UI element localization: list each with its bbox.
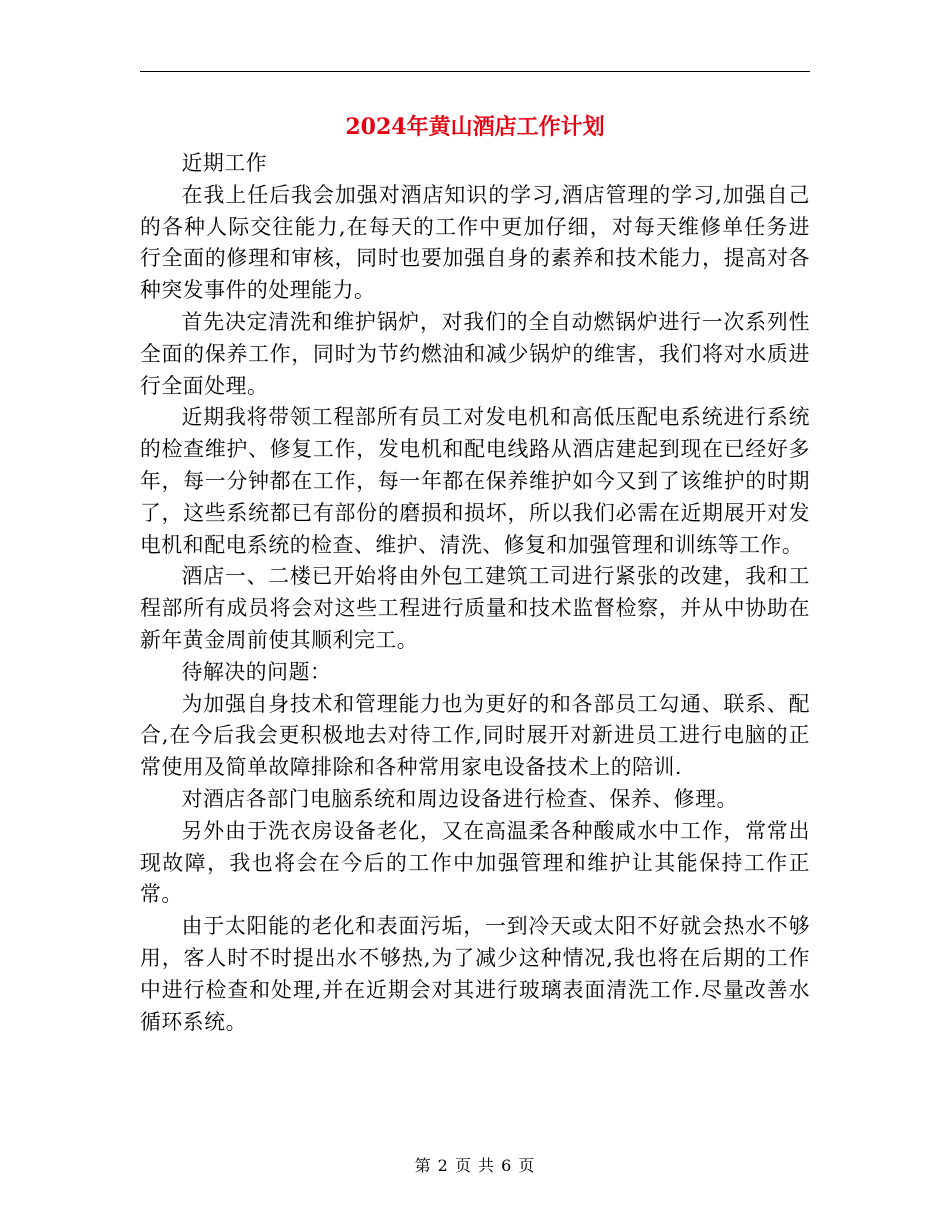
paragraph-laundry-equipment: 另外由于洗衣房设备老化，又在高温柔各种酸咸水中工作，常常出现故障，我也将会在今后的工作中加强管理和维护让其能保持工作正常。	[140, 818, 810, 907]
page-number: 第 2 页 共 6 页	[414, 1156, 536, 1175]
header-rule	[140, 71, 810, 72]
paragraph-renovation: 酒店一、二楼已开始将由外包工建筑工司进行紧张的改建，我和工程部所有成员将会对这些工程进行质量和技术监督检察，并从中协助在新年黄金周前使其顺利完工。	[140, 564, 810, 652]
section-heading-pending-issues: 待解决的问题：	[181, 659, 332, 684]
section-heading-recent-work: 近期工作	[181, 151, 268, 175]
paragraph-training: 为加强自身技术和管理能力也为更好的和各部员工勾通、联系、配合,在今后我会更积极地去对待工作,同时展开对新进员工进行电脑的正常使用及简单故障排除和各种常用家电设备技术上的陪训.	[140, 691, 810, 780]
paragraph-self-improvement: 在我上任后我会加强对酒店知识的学习,酒店管理的学习,加强自己的各种人际交往能力,在每天的工作中更加仔细，对每天维修单任务进行全面的修理和审核，同时也要加强自身的素养和技术能力，提高对各种突发事件的处理能力。	[140, 182, 810, 303]
paragraph-computer-maintenance: 对酒店各部门电脑系统和周边设备进行检查、保养、修理。	[181, 786, 738, 811]
paragraph-boiler-maintenance: 首先决定清洗和维护锅炉，对我们的全自动燃锅炉进行一次系列性全面的保养工作，同时为节约燃油和减少锅炉的维害，我们将对水质进行全面处理。	[140, 309, 810, 398]
document-body	[140, 148, 810, 1038]
paragraph-solar-heater: 由于太阳能的老化和表面污垢，一到冷天或太阳不好就会热水不够用，客人时不时提出水不够热,为了减少这种情况,我也将在后期的工作中进行检查和处理,并在近期会对其进行玻璃表面清洗工作.尽量改善水循环系统。	[140, 914, 810, 1034]
paragraph-generator-maintenance: 近期我将带领工程部所有员工对发电机和高低压配电系统进行系统的检查维护、修复工作，发电机和配电线路从酒店建起到现在已经好多年，每一分钟都在工作，每一年都在保养维护如今又到了该维护的时期了，这些系统都已有部份的磨损和损坏，所以我们必需在近期展开对发电机和配电系统的检查、维护、清洗、修复和加强管理和训练等工作。	[140, 405, 810, 557]
document-title: 2024年黄山酒店工作计划	[345, 114, 605, 140]
